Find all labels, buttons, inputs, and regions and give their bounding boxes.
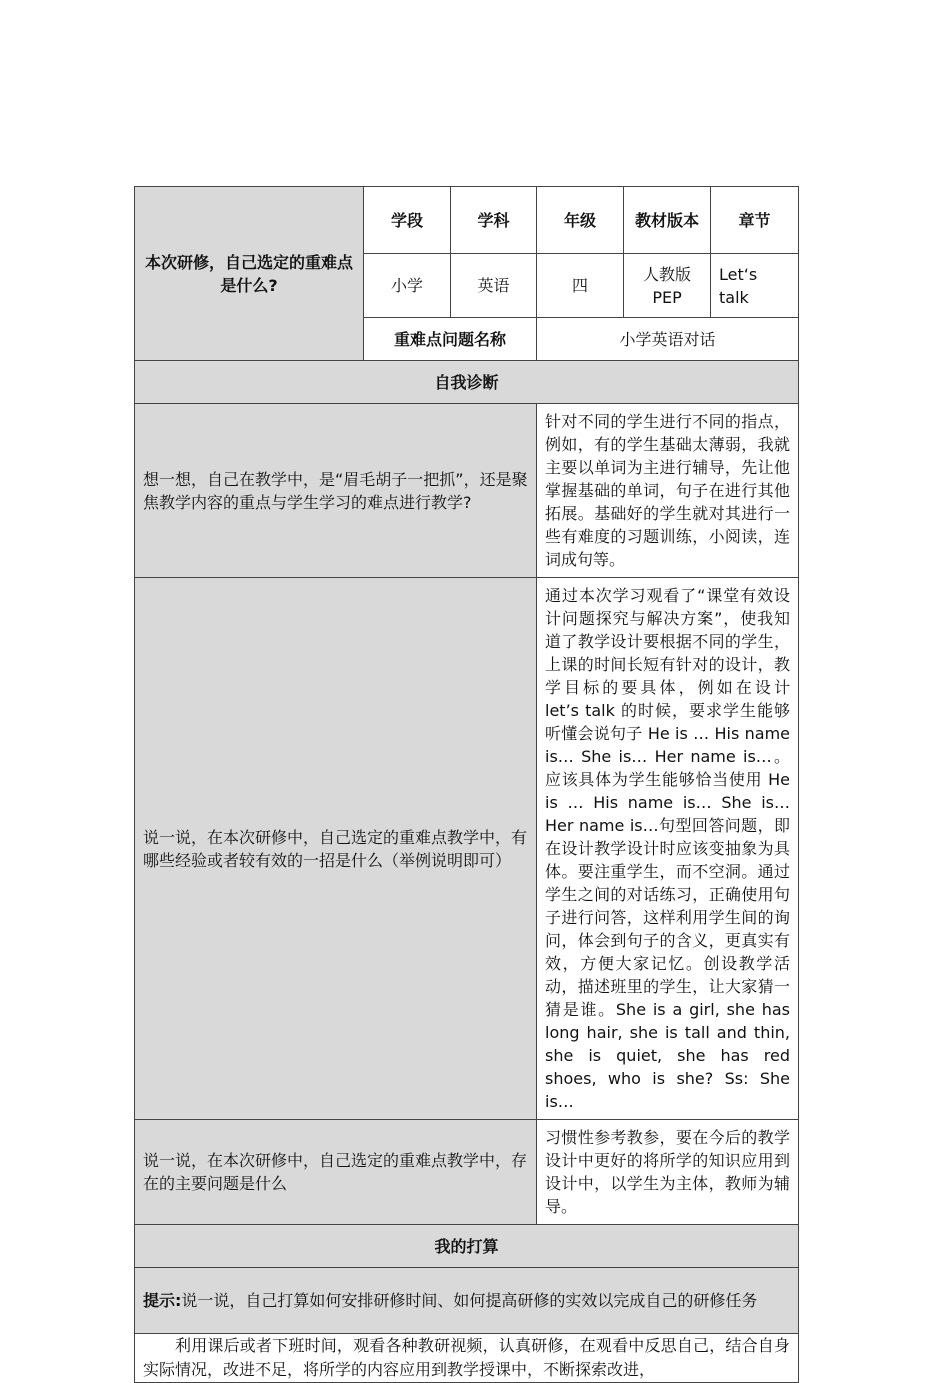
col-header-textbook: 教材版本 [624, 187, 711, 254]
value-grade: 四 [537, 254, 624, 318]
research-form [134, 186, 798, 1383]
col-header-subject: 学科 [451, 187, 537, 254]
col-header-chapter: 章节 [711, 187, 799, 254]
section-title-self-diagnosis: 自我诊断 [135, 361, 799, 404]
focus-question: 本次研修，自己选定的重难点是什么? [144, 252, 353, 295]
diagnosis-answer-1 [537, 404, 799, 578]
diagnosis-answer-2 [537, 578, 799, 1120]
diagnosis-answer-text: 习惯性参考教参，要在今后的教学设计中更好的将所学的知识应用到设计中，以学生为主体，教师为辅导。 [545, 1128, 791, 1216]
research-table [134, 186, 799, 1383]
diagnosis-question-text: 说一说，在本次研修中，自己选定的重难点教学中，有哪些经验或者较有效的一招是什么（举例说明即可） [143, 827, 528, 870]
problem-name-label: 重难点问题名称 [364, 318, 537, 361]
focus-question-cell [135, 187, 364, 361]
section-title-my-plan: 我的打算 [135, 1225, 799, 1268]
plan-hint-label: 提示: [143, 1291, 182, 1310]
diagnosis-question-text: 想一想，自己在教学中，是“眉毛胡子一把抓”，还是聚焦教学内容的重点与学生学习的难点进行教学? [143, 469, 528, 512]
diagnosis-answer-3 [537, 1120, 799, 1225]
value-subject: 英语 [451, 254, 537, 318]
plan-hint [135, 1268, 799, 1334]
col-header-grade: 年级 [537, 187, 624, 254]
plan-hint-text: 说一说，自己打算如何安排研修时间、如何提高研修的实效以完成自己的研修任务 [181, 1291, 758, 1310]
diagnosis-question-2 [135, 578, 537, 1120]
diagnosis-question-text: 说一说，在本次研修中，自己选定的重难点教学中，存在的主要问题是什么 [143, 1151, 528, 1193]
diagnosis-question-1 [135, 404, 537, 578]
diagnosis-answer-text: 针对不同的学生进行不同的指点，例如，有的学生基础太薄弱，我就主要以单词为主进行辅导，先让他掌握基础的单词，句子在进行其他拓展。基础好的学生就对其进行一些有难度的习题训练，小阅读，连词成句等。 [545, 412, 791, 569]
value-chapter: Let‘s talk [711, 254, 799, 318]
problem-name-value: 小学英语对话 [537, 318, 799, 361]
diagnosis-question-3 [135, 1120, 537, 1225]
value-textbook: 人教版PEP [624, 254, 711, 318]
col-header-stage: 学段 [364, 187, 451, 254]
plan-content-cell [135, 1334, 799, 1383]
diagnosis-answer-text: 通过本次学习观看了“课堂有效设计问题探究与解决方案”，使我知道了教学设计要根据不同的学生，上课的时间长短有针对的设计，教学目标的要具体，例如在设计 let’s talk 的时候，要求学生能够听懂会说句子 He is … His name is… She is… Her name is…。应该具体为学生能够恰当使用 He is … His name is… She is… Her name is…句型回答问题，即在设计教学设计时应该变抽象为具体。要注重学生，而不空洞。通过学生之间的对话练习，正确使用句子进行问答，这样利用学生间的询问，体会到句子的含义，更真实有效，方便大家记忆。创设教学活动，描述班里的学生，让大家猜一猜是谁。She is a girl, she has long hair, she is tall and thin, she is quiet, she has red shoes, who is she? Ss: She is… [545, 586, 791, 1111]
plan-content: 利用课后或者下班时间，观看各种教研视频，认真研修，在观看中反思自己，结合自身实际情况，改进不足，将所学的内容应用到教学授课中，不断探索改进， [143, 1336, 791, 1379]
value-stage: 小学 [364, 254, 451, 318]
